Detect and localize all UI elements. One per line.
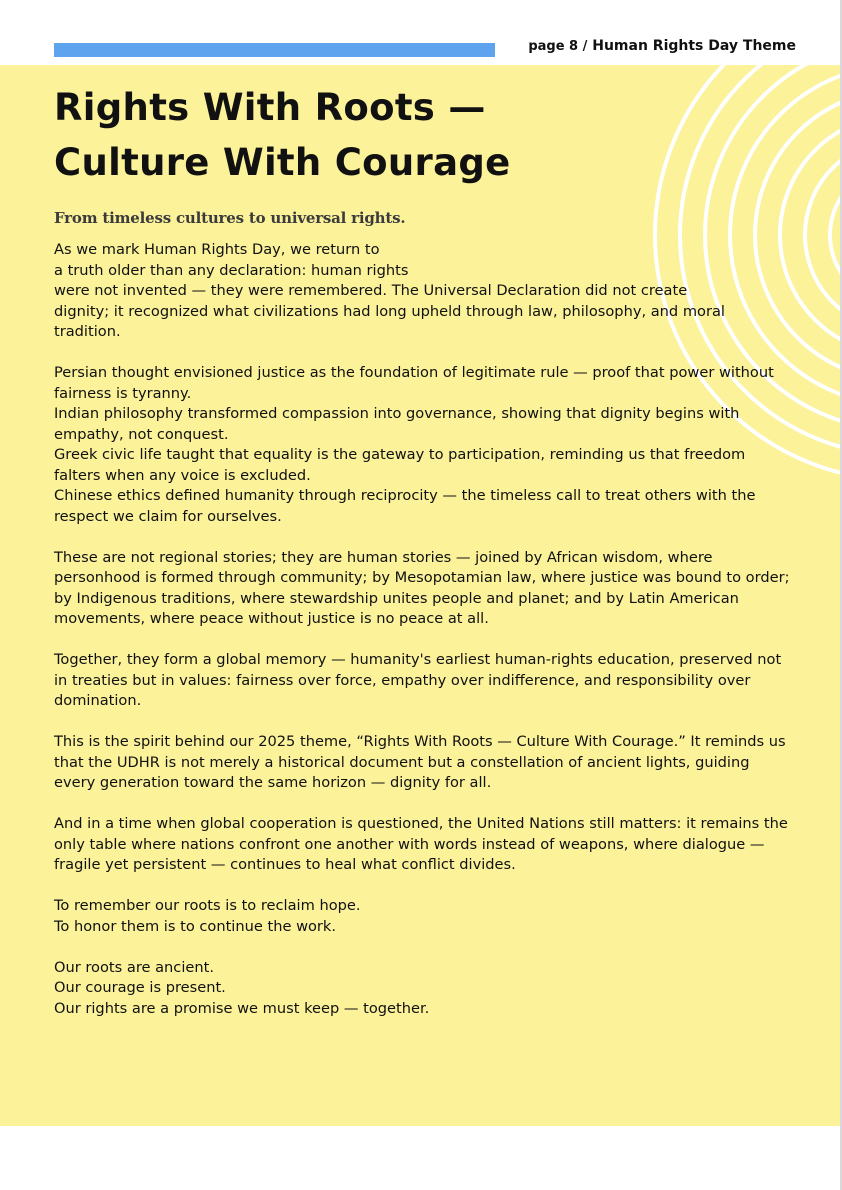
page-header — [528, 38, 796, 54]
tradition-greek: Greek civic life taught that equality is the gateway to participation, reminding us that freedom falters when any voice is excluded. — [54, 446, 746, 484]
tradition-chinese: Chinese ethics defined humanity through reciprocity — the timeless call to treat others with the respect we claim for ourselves. — [54, 487, 756, 525]
title-line-2: Culture With Courage — [54, 141, 511, 184]
paragraph-theme-spirit: This is the spirit behind our 2025 theme, “Rights With Roots — Culture With Courage.” It reminds us that the UDHR is not merely a historical document but a constellation of ancient lights, guiding every generation toward the same horizon — dignity for all. — [54, 733, 786, 791]
title-line-1: Rights With Roots — — [54, 86, 486, 129]
intro-line-2: a truth older than any declaration: human rights — [54, 261, 409, 279]
closing-present: Our courage is present. — [54, 979, 226, 996]
page-subtitle: From timeless cultures to universal rights. — [54, 209, 406, 227]
closing-ancient: Our roots are ancient. — [54, 958, 214, 976]
article-body — [54, 240, 794, 1019]
paragraph-un-matters: And in a time when global cooperation is questioned, the United Nations still matters: it remains the only table where nations confront one another with words instead of weapons, where dialogue — fragile yet persistent — continues to heal what conflict divides. — [54, 815, 788, 873]
intro-line-3: were not invented — they were remembered. The Universal Declaration did not create — [54, 282, 688, 299]
header-theme: Human Rights Day Theme — [592, 38, 796, 54]
intro-line-5: tradition. — [54, 323, 121, 340]
page-number: page 8 / — [528, 39, 588, 54]
page-title — [54, 80, 654, 190]
intro-paragraph — [54, 240, 794, 343]
paragraph-global-memory: Together, they form a global memory — humanity's earliest human-rights education, preserved not in treaties but in values: fairness over force, empathy over indifference, and responsibility over domination. — [54, 651, 782, 709]
closing-promise: Our rights are a promise we must keep — together. — [54, 999, 430, 1017]
intro-line-1: As we mark Human Rights Day, we return to — [54, 241, 380, 258]
closing-remember: To remember our roots is to reclaim hope. — [54, 897, 361, 914]
header-accent-bar — [54, 43, 495, 57]
tradition-persian: Persian thought envisioned justice as the foundation of legitimate rule — proof that power without fairness is tyranny. — [54, 364, 774, 402]
closing-honor: To honor them is to continue the work. — [54, 917, 337, 935]
arc-ring-2 — [805, 140, 842, 330]
intro-line-4: dignity; it recognized what civilizations had long upheld through law, philosophy, and moral — [54, 302, 725, 320]
tradition-indian: Indian philosophy transformed compassion into governance, showing that dignity begins with empathy, not conquest. — [54, 405, 740, 443]
paragraph-human-stories: These are not regional stories; they are human stories — joined by African wisdom, where personhood is formed through community; by Mesopotamian law, where justice was bound to order; by Indigenous traditions, where stewardship unites people and planet; and by Latin American movements, where peace without justice is no peace at all. — [54, 548, 790, 627]
